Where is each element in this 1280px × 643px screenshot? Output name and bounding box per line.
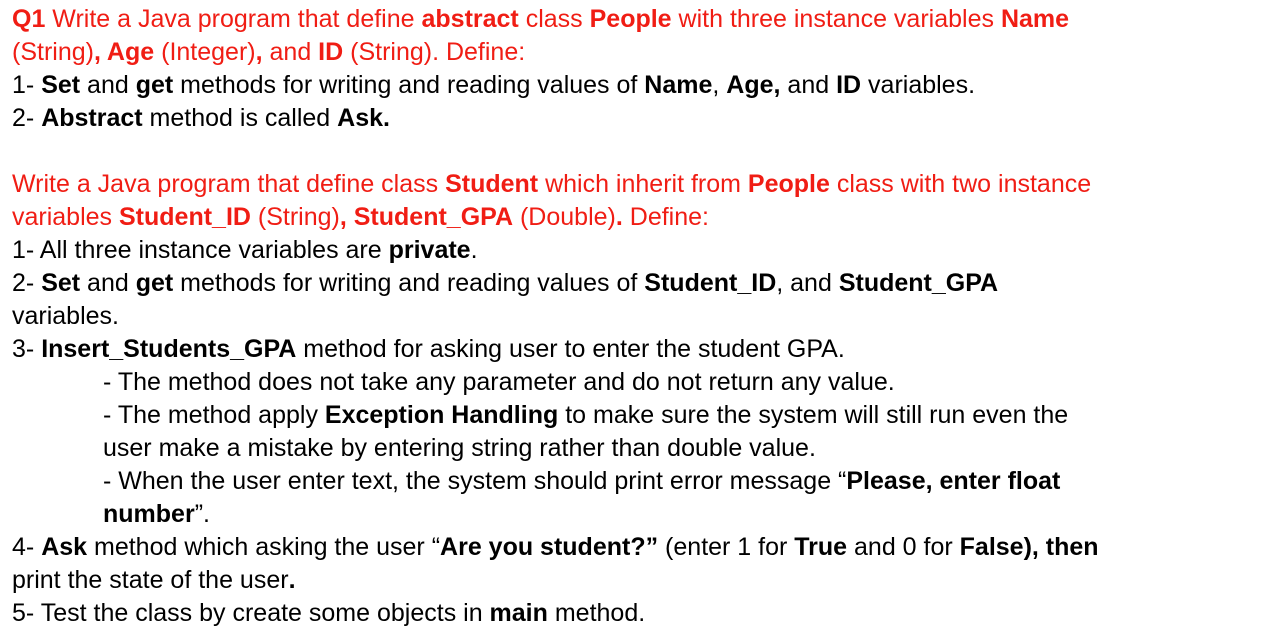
keyword: Name — [1000, 5, 1070, 33]
text: (enter 1 for — [658, 533, 795, 561]
text: and — [80, 269, 136, 297]
keyword: Student — [445, 170, 539, 198]
student-item-5 — [12, 597, 1270, 630]
keyword: get — [135, 269, 174, 297]
text: variables — [12, 203, 119, 231]
student-item-4-cont — [12, 564, 1270, 597]
text: which inherit from — [538, 170, 748, 198]
text: 1- All three instance variables are — [12, 236, 389, 264]
keyword: Ask. — [337, 104, 390, 132]
keyword: Name — [644, 71, 713, 99]
student-item-3-sub-1 — [12, 366, 1270, 399]
text: to make sure the system will still run even the — [558, 401, 1069, 429]
text: 2- — [12, 104, 42, 132]
text: method. — [547, 599, 646, 627]
keyword: , Student_GPA — [339, 203, 514, 231]
keyword: Are you student?” — [440, 533, 659, 561]
text: Write a Java program that define — [45, 5, 422, 33]
keyword: False), then — [959, 533, 1099, 561]
text: Write a Java program that define class — [12, 170, 446, 198]
keyword: number — [103, 500, 195, 528]
keyword: Exception Handling — [324, 401, 559, 429]
text: and 0 for — [847, 533, 960, 561]
keyword: abstract — [421, 5, 519, 33]
student-intro-line-1 — [12, 168, 1270, 201]
q1-intro-line-2 — [12, 36, 1270, 69]
student-item-2-cont — [12, 300, 1270, 333]
text: - When the user enter text, the system should print error message “ — [103, 467, 847, 495]
text: user make a mistake by entering string rather than double value. — [103, 434, 816, 462]
text: - The method apply — [103, 401, 325, 429]
text: 1- — [12, 71, 42, 99]
text: 3- — [12, 335, 42, 363]
keyword: ID — [836, 71, 862, 99]
q1-item-1 — [12, 69, 1270, 102]
student-item-3-sub-3 — [12, 465, 1270, 498]
text: (String). Define: — [343, 38, 526, 66]
student-item-1 — [12, 234, 1270, 267]
text: and — [262, 38, 319, 66]
text: class — [518, 5, 590, 33]
student-item-3-sub-2-cont — [12, 432, 1270, 465]
keyword: get — [135, 71, 174, 99]
question-label: Q1 — [12, 5, 46, 33]
keyword: . — [288, 566, 296, 594]
keyword: Student_ID — [644, 269, 777, 297]
text: ”. — [194, 500, 210, 528]
text: methods for writing and reading values of — [173, 71, 645, 99]
student-item-3-sub-3-cont — [12, 498, 1270, 531]
keyword: Age, — [726, 71, 781, 99]
keyword: Set — [41, 269, 81, 297]
student-item-2 — [12, 267, 1270, 300]
text: (Integer) — [154, 38, 256, 66]
text: with three instance variables — [671, 5, 1001, 33]
keyword: Student_GPA — [838, 269, 999, 297]
text: , and — [776, 269, 839, 297]
spacer — [12, 135, 1270, 168]
keyword: main — [489, 599, 548, 627]
keyword: Student_ID — [119, 203, 251, 231]
text: and — [780, 71, 837, 99]
q1-item-2 — [12, 102, 1270, 135]
keyword: True — [794, 533, 848, 561]
text: variables. — [12, 302, 119, 330]
text: (String) — [12, 38, 94, 66]
keyword: Please, enter float — [846, 467, 1061, 495]
keyword: ID — [318, 38, 344, 66]
text: method which asking the user “ — [87, 533, 441, 561]
student-item-4 — [12, 531, 1270, 564]
text: - The method does not take any parameter and do not return any value. — [103, 368, 895, 396]
student-intro-line-2 — [12, 201, 1270, 234]
text: and — [80, 71, 136, 99]
text: variables. — [861, 71, 976, 99]
text: print the state of the user — [12, 566, 289, 594]
text: method for asking user to enter the student GPA. — [296, 335, 845, 363]
text: 2- — [12, 269, 42, 297]
keyword: . — [615, 203, 623, 231]
text: methods for writing and reading values of — [173, 269, 645, 297]
keyword: Abstract — [41, 104, 143, 132]
text: . — [470, 236, 478, 264]
text: class with two instance — [829, 170, 1092, 198]
text: (Double) — [513, 203, 616, 231]
student-item-3-sub-2 — [12, 399, 1270, 432]
keyword: Set — [41, 71, 81, 99]
text: , — [712, 71, 727, 99]
text: 4- — [12, 533, 42, 561]
student-item-3 — [12, 333, 1270, 366]
keyword: Ask — [41, 533, 88, 561]
text: 5- Test the class by create some objects in — [12, 599, 490, 627]
q1-intro-line-1 — [12, 3, 1270, 36]
keyword: , — [255, 38, 263, 66]
keyword: , Age — [93, 38, 155, 66]
keyword: People — [589, 5, 672, 33]
keyword: People — [747, 170, 830, 198]
text: method is called — [142, 104, 338, 132]
keyword: Insert_Students_GPA — [41, 335, 297, 363]
keyword: private — [388, 236, 471, 264]
text: Define: — [622, 203, 709, 231]
text: (String) — [250, 203, 340, 231]
